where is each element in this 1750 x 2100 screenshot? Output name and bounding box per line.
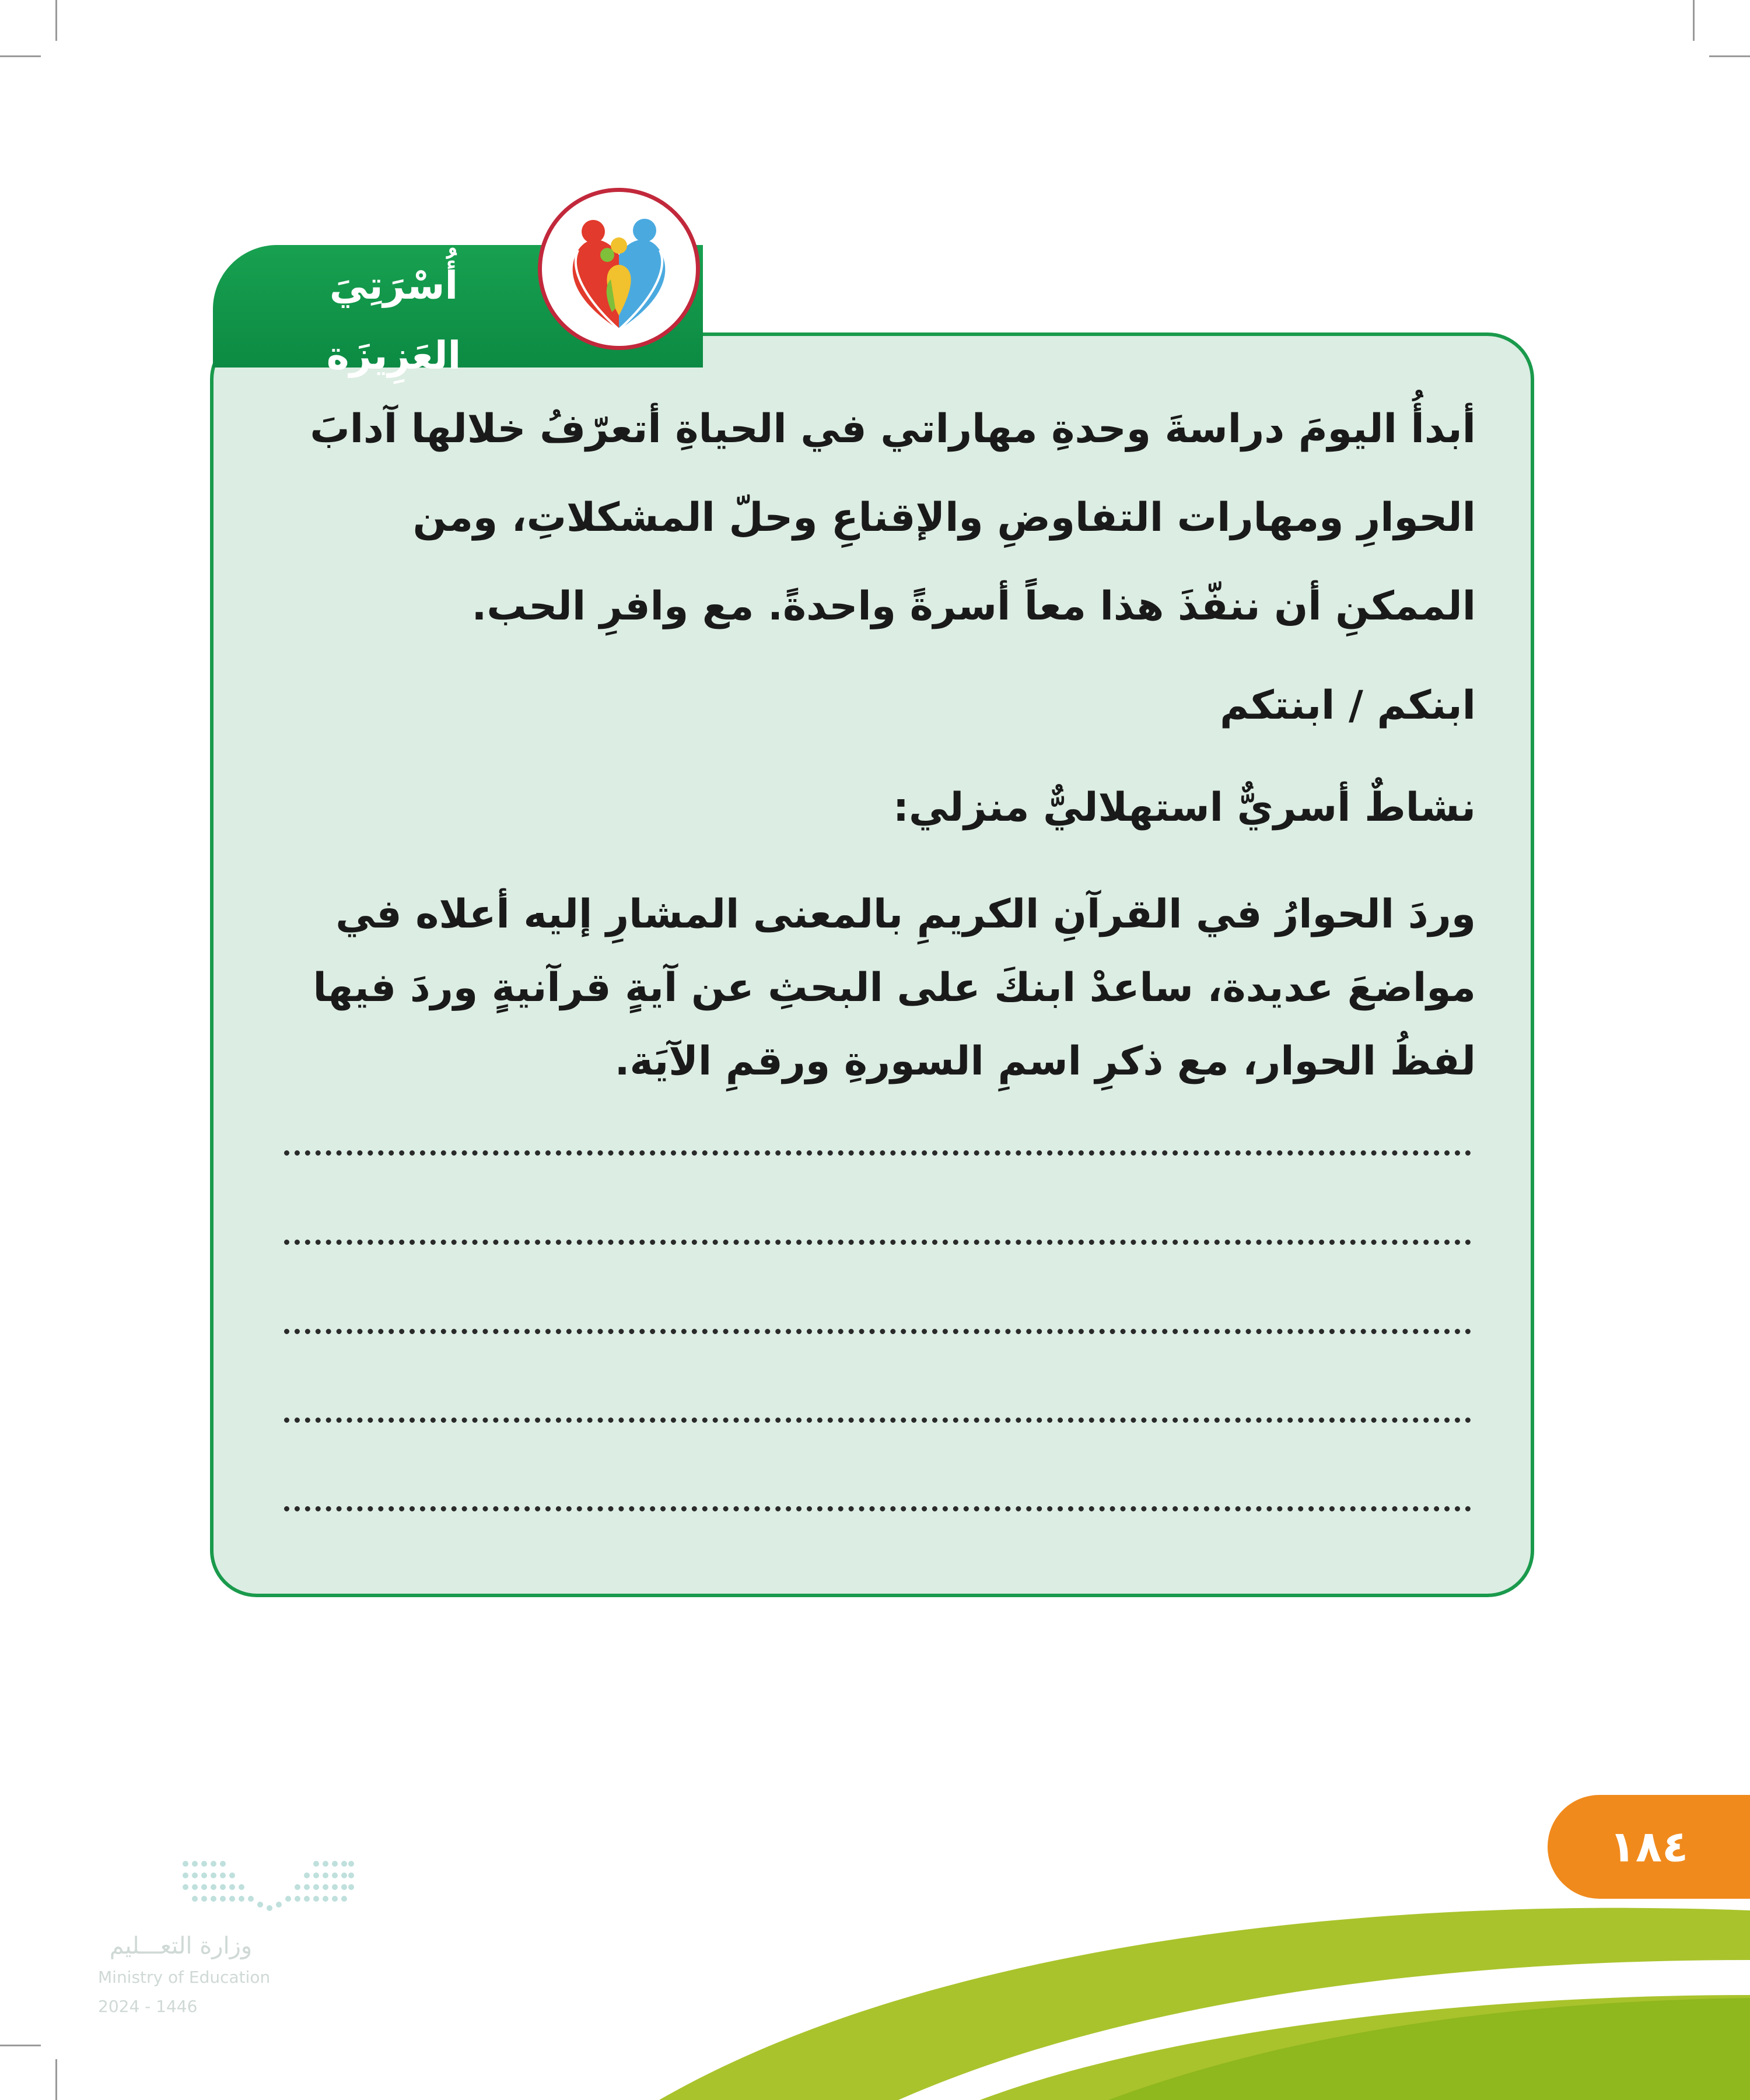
ministry-name-english: Ministry of Education	[98, 1968, 271, 1987]
activity-title: نشاطٌ أسريٌّ استهلاليٌّ منزلي:	[892, 785, 1476, 831]
answer-line-3[interactable]	[284, 1329, 1471, 1334]
answer-line-2[interactable]	[284, 1240, 1471, 1245]
family-heart-icon	[538, 188, 700, 350]
answer-line-1[interactable]	[284, 1150, 1471, 1156]
answer-line-5[interactable]	[284, 1506, 1471, 1511]
page-number: ١٨٤	[1548, 1795, 1750, 1899]
section-title: أُسْرَتِيَ العَزِيزَة	[326, 263, 461, 378]
letter-paragraph: أبدأُ اليومَ دراسةَ وحدةِ مهاراتي في الحياةِ أتعرّفُ خلالها آدابَ الحوارِ ومهارات التفاوضِ والإقناعِ وحلّ المشكلاتِ، ومن الممكنِ أن ننفّذَ هذا معاً أسرةً واحدةً. مع وافرِ الحب.	[310, 406, 1476, 629]
letter-signature: ابنكم / ابنتكم	[1220, 682, 1476, 729]
ministry-logo-icon	[182, 1858, 355, 1916]
edition-year: 2024 - 1446	[98, 1997, 198, 2016]
ministry-name-arabic: وزارة التعـــليم	[109, 1933, 253, 1959]
answer-line-4[interactable]	[284, 1418, 1471, 1423]
activity-instructions: وردَ الحوارُ في القرآنِ الكريمِ بالمعنى المشارِ إليه أعلاه في مواضعَ عديدة، ساعدْ ابنكَ على البحثِ عن آيةٍ قرآنيةٍ وردَ فيها لفظُ الحوار، مع ذكرِ اسمِ السورةِ ورقمِ الآيَة.	[313, 891, 1476, 1084]
